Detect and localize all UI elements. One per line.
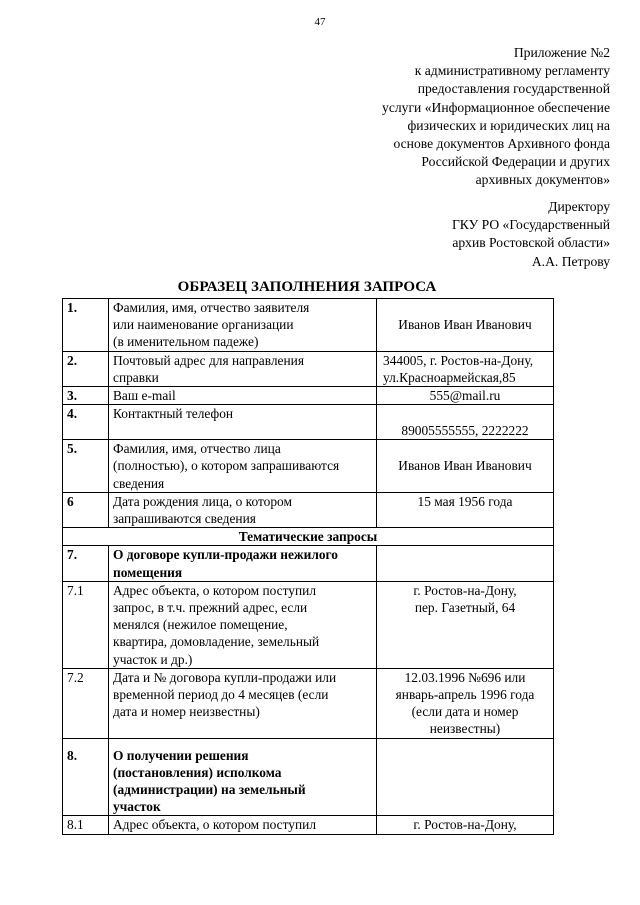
- row-value: [377, 581, 554, 668]
- label-line: Адрес объекта, о котором поступил: [113, 582, 317, 598]
- section-header: Тематические запросы: [63, 528, 554, 546]
- label-line: помещения: [113, 564, 183, 580]
- row-value: 555@mail.ru: [377, 387, 554, 405]
- row-label: [109, 668, 377, 738]
- table-row: [63, 581, 554, 668]
- row-value: г. Ростов-на-Дону,: [377, 816, 554, 834]
- row-value: [377, 738, 554, 816]
- label-line: квартира, домовладение, земельный: [113, 634, 320, 650]
- recipient-line: ГКУ РО «Государственный: [451, 217, 610, 233]
- appendix-line: физических и юридических лиц на: [407, 117, 610, 133]
- row-number: 7.: [63, 546, 109, 581]
- request-form-table: [62, 298, 554, 835]
- row-number: 2.: [63, 351, 109, 386]
- table-row: [63, 668, 554, 738]
- table-row: [63, 351, 554, 386]
- label-line: (постановления) исполкома: [113, 764, 282, 780]
- label-line: временной период до 4 месяцев (если: [113, 687, 329, 703]
- value-line: 344005, г. Ростов-на-Дону,: [383, 352, 534, 368]
- table-row: [63, 387, 554, 405]
- row-value: [377, 668, 554, 738]
- recipient-line: А.А. Петрову: [531, 253, 610, 269]
- appendix-line: Приложение №2: [513, 45, 610, 60]
- recipient-line: архив Ростовской области»: [452, 235, 610, 251]
- row-value: 15 мая 1956 года: [377, 492, 554, 527]
- label-line: О получении решения: [113, 747, 249, 763]
- row-label: [109, 351, 377, 386]
- row-label: [109, 299, 377, 352]
- appendix-line: услуги «Информационное обеспечение: [382, 99, 610, 115]
- value-line: январь-апрель 1996 года: [395, 687, 535, 703]
- label-line: запрашиваются сведения: [113, 511, 256, 527]
- appendix-line: основе документов Архивного фонда: [393, 136, 610, 152]
- row-value: Иванов Иван Иванович: [377, 440, 554, 493]
- table-row: [63, 299, 554, 352]
- recipient-block: [320, 198, 610, 271]
- value-line: пер. Газетный, 64: [414, 600, 516, 616]
- label-line: Почтовый адрес для направления: [113, 352, 304, 368]
- table-row: [63, 816, 554, 834]
- row-label: [109, 492, 377, 527]
- row-label: [109, 738, 377, 816]
- label-line: или наименование организации: [113, 317, 294, 333]
- row-value: [377, 351, 554, 386]
- row-number: 1.: [63, 299, 109, 352]
- document-title: ОБРАЗЕЦ ЗАПОЛНЕНИЯ ЗАПРОСА: [177, 279, 437, 295]
- label-line: (администрации) на земельный: [113, 782, 306, 798]
- label-line: менялся (нежилое помещение,: [113, 617, 288, 633]
- value-line: г. Ростов-на-Дону,: [413, 582, 517, 598]
- label-line: сведения: [113, 475, 165, 491]
- row-label: [109, 440, 377, 493]
- label-line: (в именительном падеже): [113, 334, 259, 350]
- label-line: Дата и № договора купли-продажи или: [113, 669, 337, 685]
- label-line: участок: [113, 799, 161, 815]
- recipient-line: Директору: [548, 199, 610, 214]
- label-line: (полностью), о котором запрашиваются: [113, 458, 340, 474]
- label-line: участок и др.): [113, 651, 193, 667]
- row-label: [109, 581, 377, 668]
- row-value: 89005555555, 2222222: [377, 405, 554, 440]
- row-number: 5.: [63, 440, 109, 493]
- row-number: 7.2: [63, 668, 109, 738]
- row-number: 8.1: [63, 816, 109, 834]
- row-number: 3.: [63, 387, 109, 405]
- row-number: 8.: [63, 738, 109, 816]
- row-label: Адрес объекта, о котором поступил: [109, 816, 377, 834]
- label-line: справки: [113, 369, 159, 385]
- row-number: 4.: [63, 405, 109, 440]
- appendix-line: к административному регламенту: [414, 63, 610, 79]
- row-number: 7.1: [63, 581, 109, 668]
- value-line: неизвестны): [429, 721, 501, 737]
- appendix-line: предоставления государственной: [417, 81, 610, 97]
- table-row: [63, 492, 554, 527]
- value-line: (если дата и номер: [411, 704, 519, 720]
- row-label: Ваш e-mail: [109, 387, 377, 405]
- table-row: [63, 738, 554, 816]
- label-line: Фамилия, имя, отчество заявителя: [113, 300, 310, 315]
- value-line: ул.Красноармейская,85: [383, 369, 516, 385]
- row-value: Иванов Иван Иванович: [377, 299, 554, 352]
- label-line: О договоре купли-продажи нежилого: [113, 547, 338, 563]
- row-number: 6: [63, 492, 109, 527]
- label-line: Дата рождения лица, о котором: [113, 493, 292, 509]
- table-row: [63, 405, 554, 440]
- row-label: Контактный телефон: [109, 405, 377, 440]
- page-number: 47: [314, 16, 326, 28]
- appendix-header: [320, 44, 610, 190]
- row-label: [109, 546, 377, 581]
- table-row: [63, 528, 554, 546]
- table-row: [63, 440, 554, 493]
- table-row: [63, 546, 554, 581]
- label-line: запрос, в т.ч. прежний адрес, если: [113, 600, 308, 616]
- row-value: [377, 546, 554, 581]
- label-line: дата и номер неизвестны): [113, 704, 260, 720]
- appendix-line: архивных документов»: [475, 172, 610, 188]
- value-line: 12.03.1996 №696 или: [404, 669, 526, 685]
- label-line: Фамилия, имя, отчество лица: [113, 441, 281, 457]
- appendix-line: Российской Федерации и других: [421, 154, 610, 170]
